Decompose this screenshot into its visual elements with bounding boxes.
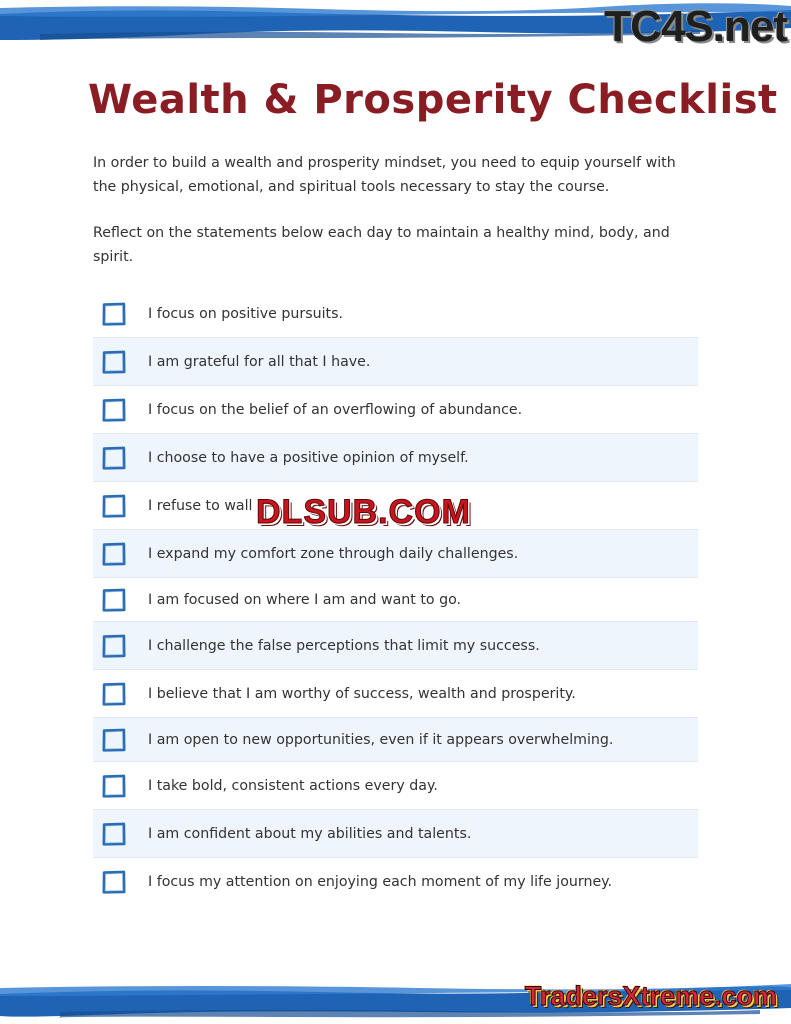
checklist-item <box>93 810 698 858</box>
checkbox[interactable] <box>101 445 127 471</box>
watermark-dlsub: DLSUB.COM <box>256 493 471 531</box>
checklist-item <box>93 622 698 670</box>
checkbox[interactable] <box>101 633 127 659</box>
checkbox[interactable] <box>101 681 127 707</box>
checklist-item-label: I focus on the belief of an overflowing of abundance. <box>148 401 523 418</box>
page-title: Wealth & Prosperity Checklist <box>88 77 778 123</box>
checklist-item <box>93 670 698 718</box>
checklist <box>93 291 698 905</box>
checkbox[interactable] <box>101 773 127 799</box>
checklist-item <box>93 718 698 762</box>
checklist-item-label: I focus my attention on enjoying each moment of my life journey. <box>148 873 613 890</box>
checklist-item-label: I believe that I am worthy of success, wealth and prosperity. <box>148 685 576 702</box>
checkbox[interactable] <box>101 869 127 895</box>
checkbox[interactable] <box>101 727 127 753</box>
checkbox[interactable] <box>101 349 127 375</box>
checkbox[interactable] <box>101 301 127 327</box>
checklist-item-label: I challenge the false perceptions that limit my success. <box>148 637 540 654</box>
checklist-item <box>93 386 698 434</box>
checklist-item <box>93 578 698 622</box>
checkbox[interactable] <box>101 397 127 423</box>
checklist-item <box>93 338 698 386</box>
checkbox[interactable] <box>101 587 127 613</box>
watermark-tc4s: TC4S.net <box>604 2 787 51</box>
checklist-item <box>93 291 698 338</box>
checklist-item <box>93 530 698 578</box>
intro-paragraph-1: In order to build a wealth and prosperity mindset, you need to equip yourself with the physical, emotional, and spiritual tools necessary to stay the course. <box>93 155 676 195</box>
checklist-item-label: I expand my comfort zone through daily challenges. <box>148 545 519 562</box>
intro-paragraph-2: Reflect on the statements below each day to maintain a healthy mind, body, and spirit. <box>93 225 670 265</box>
checklist-item-label: I choose to have a positive opinion of myself. <box>148 449 469 466</box>
checkbox[interactable] <box>101 493 127 519</box>
checkbox[interactable] <box>101 821 127 847</box>
checklist-item-label: I am focused on where I am and want to go. <box>148 591 462 608</box>
checklist-item-label: I refuse to wall <box>148 497 253 514</box>
checklist-item <box>93 762 698 810</box>
watermark-tradersxtreme: TradersXtreme.com <box>524 981 777 1011</box>
checklist-item <box>93 858 698 905</box>
checklist-item-label: I focus on positive pursuits. <box>148 306 344 322</box>
checklist-item <box>93 434 698 482</box>
checklist-item-label: I am open to new opportunities, even if it appears overwhelming. <box>148 731 614 748</box>
checkbox[interactable] <box>101 541 127 567</box>
checklist-item-label: I take bold, consistent actions every day. <box>148 777 438 794</box>
checklist-item-label: I am confident about my abilities and talents. <box>148 825 472 842</box>
checklist-item-label: I am grateful for all that I have. <box>148 353 371 370</box>
